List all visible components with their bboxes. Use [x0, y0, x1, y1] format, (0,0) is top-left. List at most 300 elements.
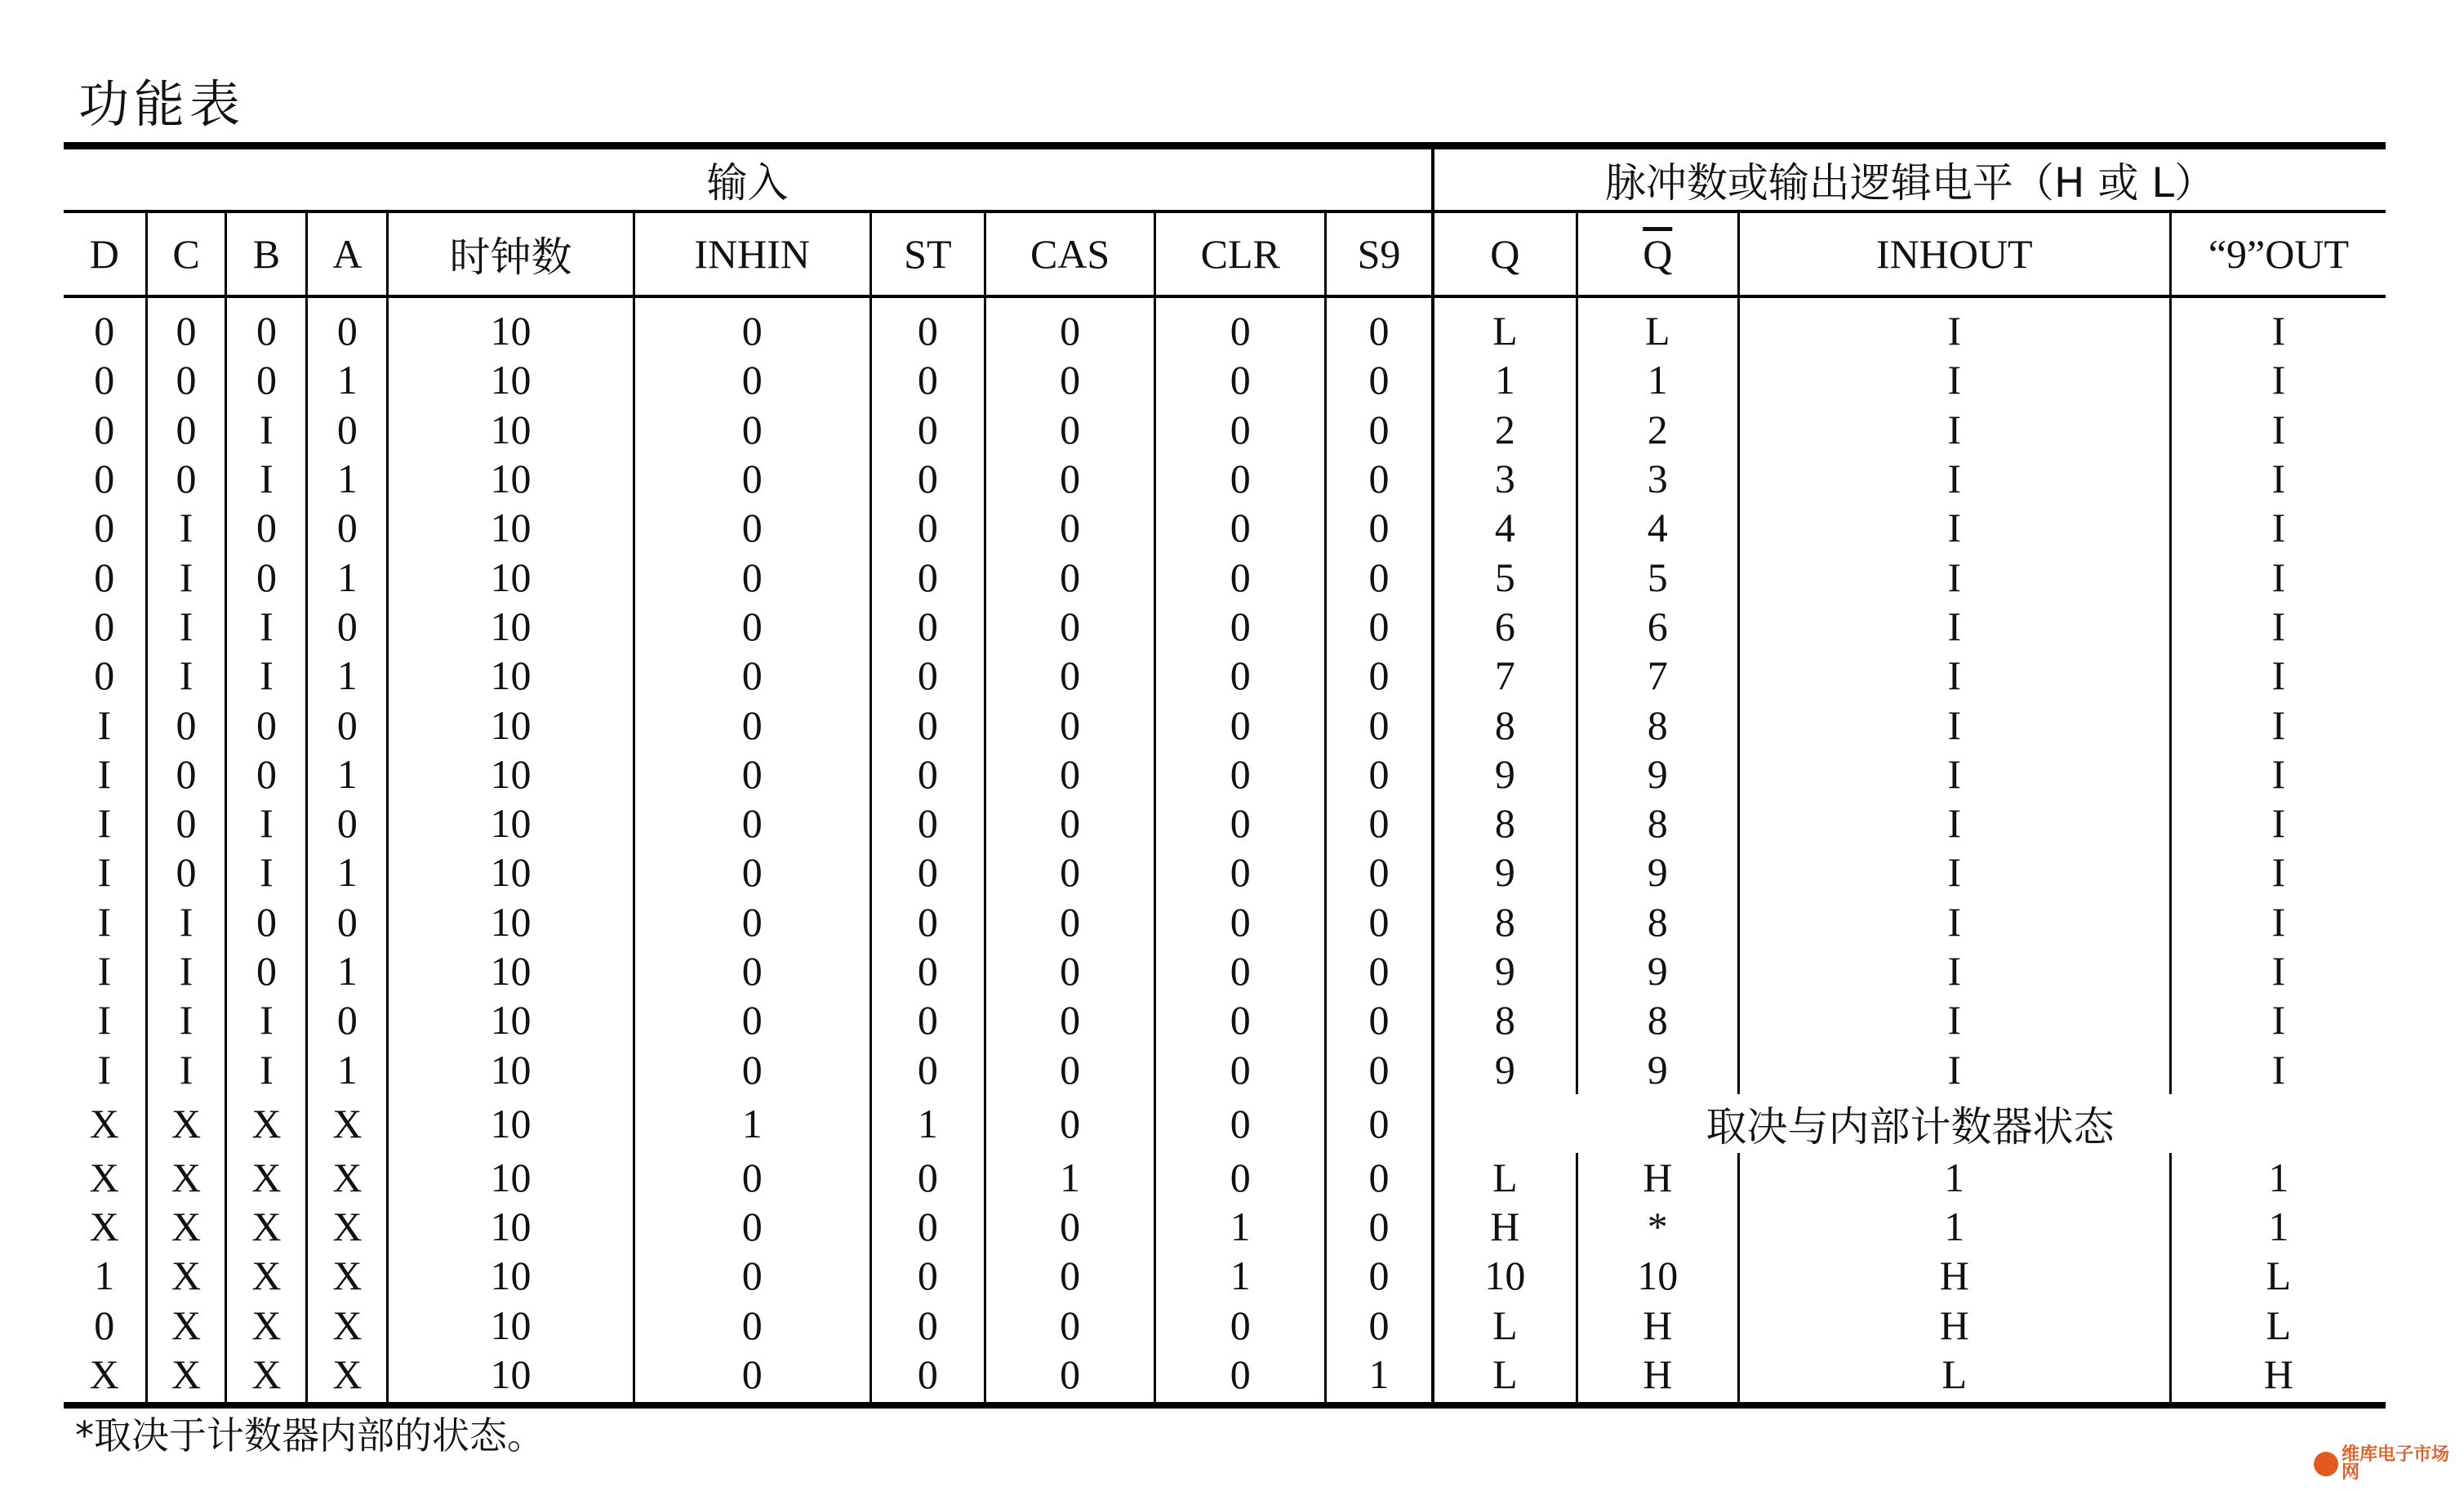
table-cell: H [1738, 1301, 2170, 1350]
table-cell: 0 [1155, 799, 1326, 848]
table-cell: 0 [870, 503, 985, 552]
table-cell: 10 [388, 1301, 634, 1350]
table-cell: 0 [985, 897, 1155, 946]
col-header-s9: S9 [1326, 211, 1433, 296]
table-cell: I [2170, 355, 2386, 404]
table-cell: X [146, 1094, 226, 1153]
table-cell: 9 [1577, 1044, 1738, 1093]
table-cell: 9 [1433, 946, 1577, 995]
table-cell: 0 [1326, 355, 1433, 404]
table-cell: 4 [1577, 503, 1738, 552]
table-cell: 0 [1155, 1301, 1326, 1350]
table-cell: I [97, 948, 112, 994]
table-cell: I [146, 995, 226, 1044]
table-cell: 0 [870, 651, 985, 700]
table-row [64, 296, 2386, 355]
table-cell: I [1738, 296, 2170, 355]
table-cell: 0 [870, 552, 985, 601]
table-cell: 0 [1326, 995, 1433, 1044]
table-cell: 0 [985, 848, 1155, 897]
table-cell: L [1738, 1350, 2170, 1405]
table-cell: X [226, 1251, 307, 1300]
table-cell: H [2170, 1350, 2386, 1405]
table-cell: X [146, 1301, 226, 1350]
table-cell: 0 [307, 897, 388, 946]
table-cell: 0 [634, 503, 870, 552]
table-cell: 0 [1326, 405, 1433, 454]
table-cell: 0 [1155, 1153, 1326, 1202]
function-table [64, 142, 2386, 1409]
table-cell: I [1738, 700, 2170, 749]
table-cell: 0 [307, 503, 388, 552]
table-cell: 1 [634, 1094, 870, 1153]
table-cell: 0 [1155, 750, 1326, 799]
table-body [64, 296, 2386, 1405]
table-cell: 0 [226, 296, 307, 355]
table-cell: 0 [985, 1202, 1155, 1251]
table-row [64, 1153, 2386, 1202]
table-cell: 8 [1577, 897, 1738, 946]
table-cell: 2 [1433, 405, 1577, 454]
table-cell: 0 [94, 554, 115, 600]
table-cell: I [1738, 750, 2170, 799]
table-row [64, 799, 2386, 848]
table-cell: 0 [634, 552, 870, 601]
table-cell: 0 [1155, 897, 1326, 946]
table-cell: 0 [1326, 848, 1433, 897]
table-cell: I [1738, 405, 2170, 454]
table-cell: 10 [388, 1044, 634, 1093]
table-row [64, 405, 2386, 454]
table-cell: 0 [985, 995, 1155, 1044]
table-cell: 0 [634, 405, 870, 454]
table-row [64, 700, 2386, 749]
table-cell: 0 [146, 405, 226, 454]
table-cell: 0 [1155, 848, 1326, 897]
table-cell: 8 [1433, 995, 1577, 1044]
table-row [64, 355, 2386, 404]
table-cell: 1 [307, 750, 388, 799]
table-cell: 10 [388, 995, 634, 1044]
footnote: *取决于计数器内部的状态。 [75, 1413, 545, 1458]
table-cell: L [2170, 1301, 2386, 1350]
table-cell: 0 [146, 355, 226, 404]
table-cell: 5 [1577, 552, 1738, 601]
table-cell: X [307, 1153, 388, 1202]
table-cell: I [97, 898, 112, 945]
table-cell: X [226, 1153, 307, 1202]
table-cell: I [2170, 552, 2386, 601]
table-cell: L [1433, 1301, 1577, 1350]
col-header-cas: CAS [985, 211, 1155, 296]
table-cell: 0 [94, 357, 115, 403]
table-cell: 0 [634, 1251, 870, 1300]
table-cell: 0 [985, 296, 1155, 355]
table-cell: I [146, 946, 226, 995]
col-header-clock-count: 时钟数 [388, 211, 634, 296]
table-cell: 10 [1577, 1251, 1738, 1300]
table-cell: 8 [1433, 897, 1577, 946]
table-cell: X [89, 1154, 119, 1200]
table-cell: 7 [1433, 651, 1577, 700]
table-cell: H [1577, 1153, 1738, 1202]
table-cell: I [1738, 602, 2170, 651]
table-cell: 0 [870, 602, 985, 651]
table-row [64, 848, 2386, 897]
table-cell: X [89, 1204, 119, 1250]
table-cell: 0 [870, 995, 985, 1044]
table-cell: 1 [307, 651, 388, 700]
outputs-group-header: 脉冲数或输出逻辑电平（H 或 L） [1433, 146, 2386, 212]
table-cell: I [226, 405, 307, 454]
table-cell: 0 [870, 946, 985, 995]
col-header-inhout: INHOUT [1738, 211, 2170, 296]
table-cell: 1 [2170, 1153, 2386, 1202]
table-cell: 0 [1155, 405, 1326, 454]
table-cell: 0 [634, 799, 870, 848]
table-cell: 0 [870, 1202, 985, 1251]
table-cell: 10 [388, 552, 634, 601]
table-cell: I [97, 750, 112, 797]
table-cell: I [1738, 848, 2170, 897]
table-cell: I [1738, 503, 2170, 552]
table-cell: 10 [388, 503, 634, 552]
table-cell: X [146, 1251, 226, 1300]
inputs-group-header: 输入 [64, 146, 1433, 212]
table-row [64, 1350, 2386, 1405]
table-cell: X [307, 1350, 388, 1405]
table-cell: I [146, 897, 226, 946]
table-cell: I [97, 997, 112, 1044]
table-cell: 0 [870, 897, 985, 946]
table-cell: 0 [1326, 503, 1433, 552]
table-cell: 0 [634, 1153, 870, 1202]
q-bar-label: $\overline{Q}$ [1643, 231, 1673, 277]
table-cell: 9 [1577, 848, 1738, 897]
table-cell: 0 [94, 505, 115, 551]
table-cell: 0 [985, 405, 1155, 454]
table-cell: I [2170, 296, 2386, 355]
table-cell: 0 [1155, 1044, 1326, 1093]
table-cell: 0 [985, 651, 1155, 700]
table-cell: I [2170, 946, 2386, 995]
table-cell: I [1738, 454, 2170, 503]
table-cell: I [2170, 799, 2386, 848]
table-cell: 0 [985, 503, 1155, 552]
col-header-d: D [64, 211, 146, 296]
table-cell: 9 [1433, 848, 1577, 897]
table-cell: 3 [1433, 454, 1577, 503]
table-cell: L [1433, 1153, 1577, 1202]
table-cell: 0 [1326, 750, 1433, 799]
table-cell: 0 [307, 405, 388, 454]
table-cell: 0 [1326, 1251, 1433, 1300]
table-cell: 1 [1326, 1350, 1433, 1405]
table-cell: X [146, 1202, 226, 1251]
table-cell: H [1577, 1350, 1738, 1405]
table-cell: 0 [634, 296, 870, 355]
col-header-clr: CLR [1155, 211, 1326, 296]
table-row [64, 552, 2386, 601]
table-cell: 0 [1155, 1094, 1326, 1153]
table-cell: H [1433, 1202, 1577, 1251]
table-cell: 0 [307, 296, 388, 355]
table-cell: L [1433, 296, 1577, 355]
table-cell: I [146, 651, 226, 700]
table-cell: 0 [985, 750, 1155, 799]
table-cell: X [307, 1251, 388, 1300]
table-cell: 1 [1738, 1202, 2170, 1251]
table-cell: 1 [1738, 1153, 2170, 1202]
table-cell: 1 [1433, 355, 1577, 404]
table-cell: I [226, 995, 307, 1044]
table-cell: 9 [1577, 750, 1738, 799]
table-cell: 3 [1577, 454, 1738, 503]
table-cell: 0 [1155, 454, 1326, 503]
table-cell: 1 [2170, 1202, 2386, 1251]
table-cell: 10 [388, 946, 634, 995]
table-cell: 10 [388, 1251, 634, 1300]
table-cell: 0 [1326, 296, 1433, 355]
table-cell: 0 [1326, 1094, 1433, 1153]
table-cell: 0 [634, 750, 870, 799]
table-cell: 0 [94, 652, 115, 699]
table-cell: 0 [870, 405, 985, 454]
table-cell: 10 [388, 1153, 634, 1202]
table-cell: 0 [226, 946, 307, 995]
table-cell: 6 [1433, 602, 1577, 651]
table-cell: I [226, 454, 307, 503]
table-cell: 0 [985, 602, 1155, 651]
table-cell: X [146, 1153, 226, 1202]
table-cell: 0 [870, 1301, 985, 1350]
table-cell: 0 [1155, 946, 1326, 995]
table-cell: 0 [634, 995, 870, 1044]
table-cell: 0 [94, 603, 115, 649]
table-cell: 0 [870, 1153, 985, 1202]
table-cell: 0 [1326, 1202, 1433, 1251]
table-cell: 10 [388, 1202, 634, 1251]
table-cell: 0 [146, 750, 226, 799]
table-cell: 0 [870, 799, 985, 848]
table-cell: I [2170, 454, 2386, 503]
watermark-text: 维库电子市场网 [2342, 1444, 2450, 1483]
table-cell: 0 [307, 995, 388, 1044]
table-cell: 10 [388, 405, 634, 454]
table-cell: 0 [1326, 700, 1433, 749]
table-cell: I [2170, 995, 2386, 1044]
table-cell: 0 [985, 1301, 1155, 1350]
table-cell: 10 [388, 1094, 634, 1153]
table-cell: 0 [985, 1251, 1155, 1300]
table-cell: I [146, 1044, 226, 1093]
table-cell: 0 [1326, 1153, 1433, 1202]
table-row [64, 897, 2386, 946]
table-cell: 0 [1155, 296, 1326, 355]
table-cell: 6 [1577, 602, 1738, 651]
table-cell: 1 [307, 848, 388, 897]
table-cell: 0 [146, 799, 226, 848]
table-cell: 0 [1326, 799, 1433, 848]
table-cell: 0 [634, 355, 870, 404]
table-cell: I [1738, 552, 2170, 601]
table-cell: 1 [870, 1094, 985, 1153]
table-cell: 0 [226, 700, 307, 749]
table-cell: 0 [226, 897, 307, 946]
table-cell: 0 [634, 454, 870, 503]
table-cell: X [226, 1094, 307, 1153]
table-cell: 0 [94, 406, 115, 452]
table-cell: 0 [634, 1350, 870, 1405]
table-cell: X [146, 1350, 226, 1405]
table-cell: 5 [1433, 552, 1577, 601]
table-cell: 4 [1433, 503, 1577, 552]
table-cell: 0 [1155, 355, 1326, 404]
table-cell: 0 [634, 848, 870, 897]
table-cell: I [1738, 355, 2170, 404]
table-cell: X [226, 1350, 307, 1405]
table-cell: I [1738, 897, 2170, 946]
table-cell: 0 [634, 946, 870, 995]
table-cell: 0 [1326, 946, 1433, 995]
table-cell: I [2170, 897, 2386, 946]
watermark-logo-icon [2314, 1452, 2338, 1476]
col-header-b: B [226, 211, 307, 296]
table-cell: 8 [1577, 799, 1738, 848]
table-cell: * [1577, 1202, 1738, 1251]
table-cell: 0 [985, 799, 1155, 848]
table-cell: 1 [307, 946, 388, 995]
table-cell: 0 [226, 552, 307, 601]
table-cell: 0 [870, 355, 985, 404]
table-cell: 0 [870, 1044, 985, 1093]
table-cell: 0 [985, 355, 1155, 404]
table-cell: 0 [870, 454, 985, 503]
table-cell: 1 [1155, 1202, 1326, 1251]
table-cell: 10 [388, 355, 634, 404]
table-cell: I [146, 552, 226, 601]
col-header-inhin: INHIN [634, 211, 870, 296]
table-cell: 0 [1326, 454, 1433, 503]
table-cell: X [307, 1202, 388, 1251]
table-cell: 8 [1433, 799, 1577, 848]
table-cell: 0 [1155, 503, 1326, 552]
table-cell: 0 [146, 454, 226, 503]
table-cell: 0 [985, 1094, 1155, 1153]
table-cell: 8 [1577, 700, 1738, 749]
table-cell: 10 [1433, 1251, 1577, 1300]
table-cell: 0 [94, 456, 115, 502]
table-cell: 1 [94, 1253, 115, 1299]
table-cell: 0 [870, 848, 985, 897]
table-cell: I [1738, 651, 2170, 700]
table-cell: 0 [1155, 552, 1326, 601]
table-cell: 0 [985, 1044, 1155, 1093]
table-cell: I [226, 848, 307, 897]
table-cell: 10 [388, 897, 634, 946]
table-cell: 0 [226, 750, 307, 799]
table-cell: 1 [307, 355, 388, 404]
table-cell: 0 [985, 454, 1155, 503]
table-cell: X [307, 1094, 388, 1153]
table-cell: 1 [985, 1153, 1155, 1202]
watermark [2314, 1442, 2453, 1486]
table-row [64, 1044, 2386, 1093]
table-cell: 0 [870, 1350, 985, 1405]
table-cell: 0 [307, 602, 388, 651]
table-cell: 0 [870, 750, 985, 799]
table-cell: 0 [985, 1350, 1155, 1405]
table-cell: I [226, 1044, 307, 1093]
table-cell: I [146, 503, 226, 552]
table-cell: 0 [634, 1301, 870, 1350]
table-cell: 0 [1326, 1044, 1433, 1093]
table-cell: X [226, 1301, 307, 1350]
table-cell: I [1738, 995, 2170, 1044]
table-cell: 7 [1577, 651, 1738, 700]
table-cell: 1 [307, 454, 388, 503]
table-cell: 0 [870, 296, 985, 355]
col-header-c: C [146, 211, 226, 296]
table-cell: 0 [226, 355, 307, 404]
table-cell: 0 [94, 1302, 115, 1348]
table-cell: 0 [634, 897, 870, 946]
table-row [64, 1202, 2386, 1251]
table-cell: I [97, 849, 112, 896]
table-cell: 1 [1577, 355, 1738, 404]
table-cell: 10 [388, 651, 634, 700]
table-cell: 2 [1577, 405, 1738, 454]
table-cell: I [226, 799, 307, 848]
table-row [64, 454, 2386, 503]
table-cell: 0 [985, 700, 1155, 749]
table-cell: 0 [146, 296, 226, 355]
table-cell: 10 [388, 1350, 634, 1405]
table-cell: 0 [634, 1202, 870, 1251]
table-cell: 0 [1155, 1350, 1326, 1405]
table-cell: 0 [307, 700, 388, 749]
table-cell: I [1738, 1044, 2170, 1093]
table-cell: 0 [94, 308, 115, 354]
table-row [64, 651, 2386, 700]
table-cell: I [1738, 946, 2170, 995]
table-cell: I [2170, 848, 2386, 897]
table-cell: I [2170, 700, 2386, 749]
table-cell: 0 [1326, 651, 1433, 700]
table-cell: I [2170, 503, 2386, 552]
table-cell: 10 [388, 700, 634, 749]
table-cell: L [2170, 1251, 2386, 1300]
table-cell: 10 [388, 799, 634, 848]
table-cell: 0 [1326, 897, 1433, 946]
table-cell: I [146, 602, 226, 651]
table-cell: H [1577, 1301, 1738, 1350]
table-cell: 0 [146, 848, 226, 897]
table-cell: X [64, 1350, 146, 1405]
table-cell: 9 [1577, 946, 1738, 995]
table-cell: 0 [985, 552, 1155, 601]
table-cell: I [97, 701, 112, 748]
table-cell: 10 [388, 454, 634, 503]
table-row [64, 503, 2386, 552]
table-cell: 0 [307, 799, 388, 848]
table-cell: 0 [1155, 995, 1326, 1044]
table-row [64, 750, 2386, 799]
table-cell: L [1577, 296, 1738, 355]
table-cell: 0 [1326, 1301, 1433, 1350]
table-cell: I [2170, 1044, 2386, 1093]
page-title: 功能表 [78, 74, 246, 134]
